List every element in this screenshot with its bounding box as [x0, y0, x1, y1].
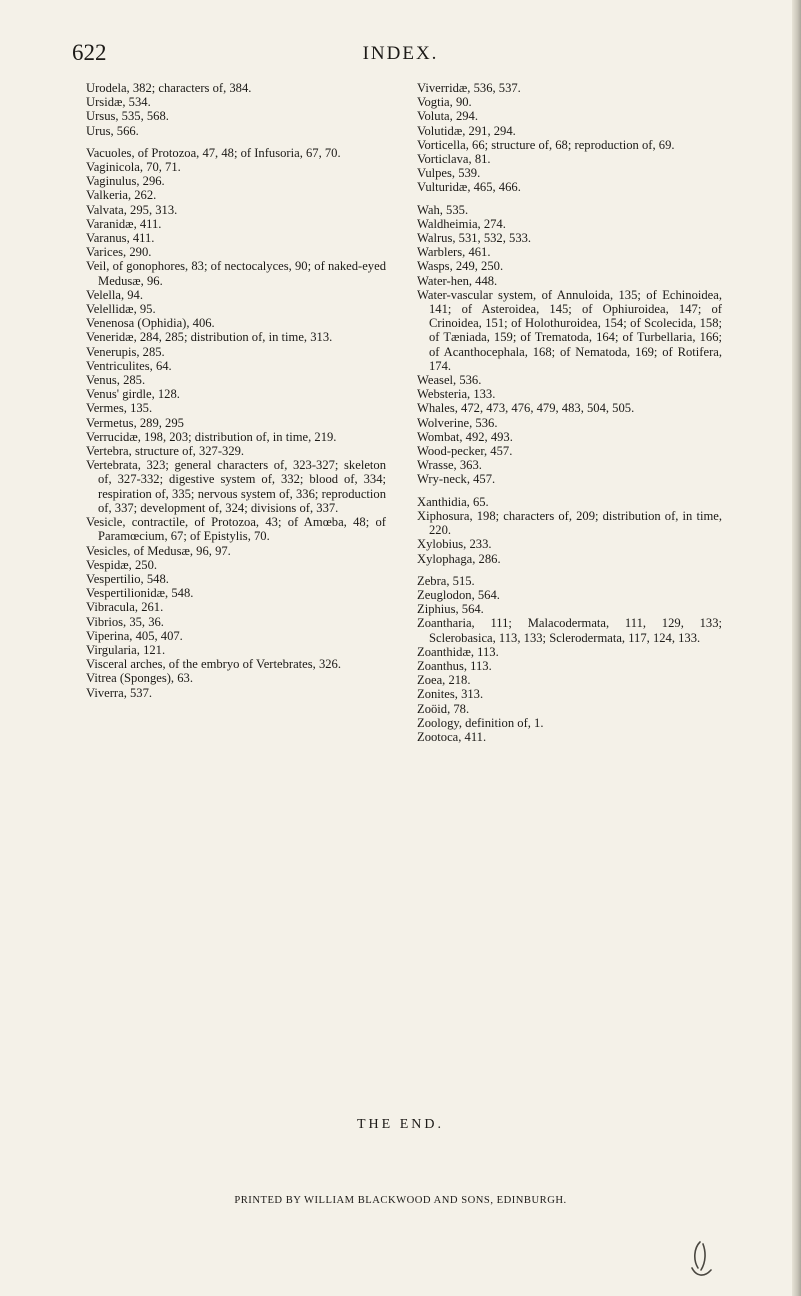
index-entry: Urus, 566.: [86, 123, 139, 138]
index-entry: Wombat, 492, 493.: [417, 429, 513, 444]
index-entry: Vulpes, 539.: [417, 166, 481, 181]
index-entry: Velella, 94.: [86, 287, 144, 302]
index-entry: Walrus, 531, 532, 533.: [417, 231, 532, 246]
index-entry: Zoanthus, 113.: [417, 658, 492, 673]
index-entry: Venus, 285.: [86, 373, 146, 388]
index-entry: Vespidæ, 250.: [86, 557, 158, 572]
index-entry: Voluta, 294.: [417, 109, 478, 124]
index-entry: Zeuglodon, 564.: [417, 587, 500, 602]
index-entry: Vorticella, 66; structure of, 68; reproduction of, 69.: [417, 137, 675, 152]
index-entry: Vermes, 135.: [86, 401, 153, 416]
index-entry: Ursus, 535, 568.: [86, 109, 169, 124]
index-entry: Verrucidæ, 198, 203; distribution of, in time, 219.: [86, 429, 337, 444]
index-entry: Zootoca, 411.: [417, 729, 487, 744]
page-title: INDEX.: [362, 43, 439, 64]
index-entry: Wolverine, 536.: [417, 415, 498, 430]
index-entry: Warblers, 461.: [417, 245, 491, 260]
index-entry: Varanus, 411.: [86, 231, 155, 246]
index-entry: Zonites, 313.: [417, 687, 484, 702]
index-entry: Visceral arches, of the embryo of Vertebrates, 326.: [86, 657, 341, 672]
index-entry: Zoantharia, 111; Malacodermata, 111, 129, 133; Sclerobasica, 113, 133; Sclerodermata, 117, 124, 133.: [417, 616, 722, 645]
index-entry: Valvata, 295, 313.: [86, 202, 178, 217]
index-entry: Varices, 290.: [86, 245, 152, 260]
index-entry: Wasps, 249, 250.: [417, 259, 504, 274]
index-entry: Vespertilio, 548.: [86, 571, 169, 586]
index-entry: Ursidæ, 534.: [86, 95, 151, 110]
index-entry: Xanthidia, 65.: [417, 494, 489, 509]
index-entry: Venerupis, 285.: [86, 344, 165, 359]
index-entry: Ziphius, 564.: [417, 602, 484, 617]
index-entry: Viperina, 405, 407.: [86, 628, 183, 643]
index-entry: Zoöid, 78.: [417, 701, 470, 716]
index-entry: Zebra, 515.: [417, 573, 475, 588]
index-entry: Websteria, 133.: [417, 387, 496, 402]
index-entry: Vogtia, 90.: [417, 95, 472, 110]
index-entry: Vulturidæ, 465, 466.: [417, 180, 521, 195]
index-column-right: [417, 81, 722, 744]
index-entry: Ventriculites, 64.: [86, 358, 172, 373]
index-entry: Wood-pecker, 457.: [417, 444, 513, 459]
index-entry: Vesicle, contractile, of Protozoa, 43; of Amœba, 48; of Paramœcium, 67; of Epistylis, 70.: [86, 515, 386, 544]
library-stamp-mark-icon: [686, 1238, 716, 1282]
index-entry: Vermetus, 289, 295: [86, 415, 184, 430]
index-entry: Weasel, 536.: [417, 373, 482, 388]
index-entry: Urodela, 382; characters of, 384.: [86, 81, 252, 95]
index-entry: Vespertilionidæ, 548.: [86, 586, 194, 601]
index-entry: Water-hen, 448.: [417, 273, 498, 288]
index-entry: Vaginicola, 70, 71.: [86, 160, 181, 175]
index-entry: Water-vascular system, of Annuloida, 135; of Echinoidea, 141; of Asteroidea, 145; of Ophiuroidea, 147; of Crinoidea, 151; of Holothuroidea, 154; of Scolecida, 158; of Tæniada, 159; of Trematoda, 164; of Turbellaria, 166; of Acanthocephala, 168; of Nematoda, 169; of Rotifera, 174.: [417, 287, 722, 373]
index-entry: Viverridæ, 536, 537.: [417, 81, 521, 95]
index-entry: Vitrea (Sponges), 63.: [86, 671, 193, 686]
index-entry: Zoanthidæ, 113.: [417, 644, 499, 659]
index-entry: Vorticlava, 81.: [417, 152, 491, 167]
index-entry: Wry-neck, 457.: [417, 472, 496, 487]
index-entry: Xylophaga, 286.: [417, 551, 501, 566]
index-entry: Vibracula, 261.: [86, 600, 164, 615]
index-entry: Vertebra, structure of, 327-329.: [86, 444, 245, 459]
index-entry: Xylobius, 233.: [417, 537, 492, 552]
index-entry: Whales, 472, 473, 476, 479, 483, 504, 505.: [417, 401, 635, 416]
index-entry: Veil, of gonophores, 83; of nectocalyces, 90; of naked-eyed Medusæ, 96.: [86, 259, 386, 288]
index-entry: Vacuoles, of Protozoa, 47, 48; of Infusoria, 67, 70.: [86, 145, 341, 160]
index-entry: Xiphosura, 198; characters of, 209; distribution of, in time, 220.: [417, 508, 722, 538]
index-entry: Waldheimia, 274.: [417, 216, 506, 231]
the-end-text: THE END.: [357, 1117, 444, 1132]
index-entry: Vertebrata, 323; general characters of, 323-327; skeleton of, 327-332; digestive system of, 332; blood of, 334; respiration of, 335; nervous system of, 336; reproduction of, 337; development of, 324; divisions of, 337.: [86, 458, 386, 515]
index-entry: Virgularia, 121.: [86, 642, 166, 657]
index-entry: Venenosa (Ophidia), 406.: [86, 316, 215, 331]
index-entry: Valkeria, 262.: [86, 188, 157, 203]
printer-imprint: PRINTED BY WILLIAM BLACKWOOD AND SONS, EDINBURGH.: [234, 1195, 567, 1206]
index-entry: Zoology, definition of, 1.: [417, 715, 544, 730]
index-entry: Venus' girdle, 128.: [86, 387, 180, 402]
index-entry: Zoea, 218.: [417, 673, 471, 688]
index-column-left: [86, 81, 386, 700]
index-entry: Viverra, 537.: [86, 685, 153, 700]
index-entry: Velellidæ, 95.: [86, 302, 156, 317]
index-entry: Vaginulus, 296.: [86, 174, 165, 189]
index-entry: Varanidæ, 411.: [86, 216, 162, 231]
index-entry: Wah, 535.: [417, 202, 469, 217]
index-entry: Vesicles, of Medusæ, 96, 97.: [86, 543, 231, 558]
index-entry: Wrasse, 363.: [417, 458, 482, 473]
page-edge-shadow: [792, 0, 801, 1296]
index-entry: Vibrios, 35, 36.: [86, 614, 164, 629]
page-number: 622: [72, 40, 107, 65]
index-entry: Volutidæ, 291, 294.: [417, 123, 516, 138]
index-entry: Veneridæ, 284, 285; distribution of, in time, 313.: [86, 330, 333, 345]
page-header: [0, 40, 801, 70]
